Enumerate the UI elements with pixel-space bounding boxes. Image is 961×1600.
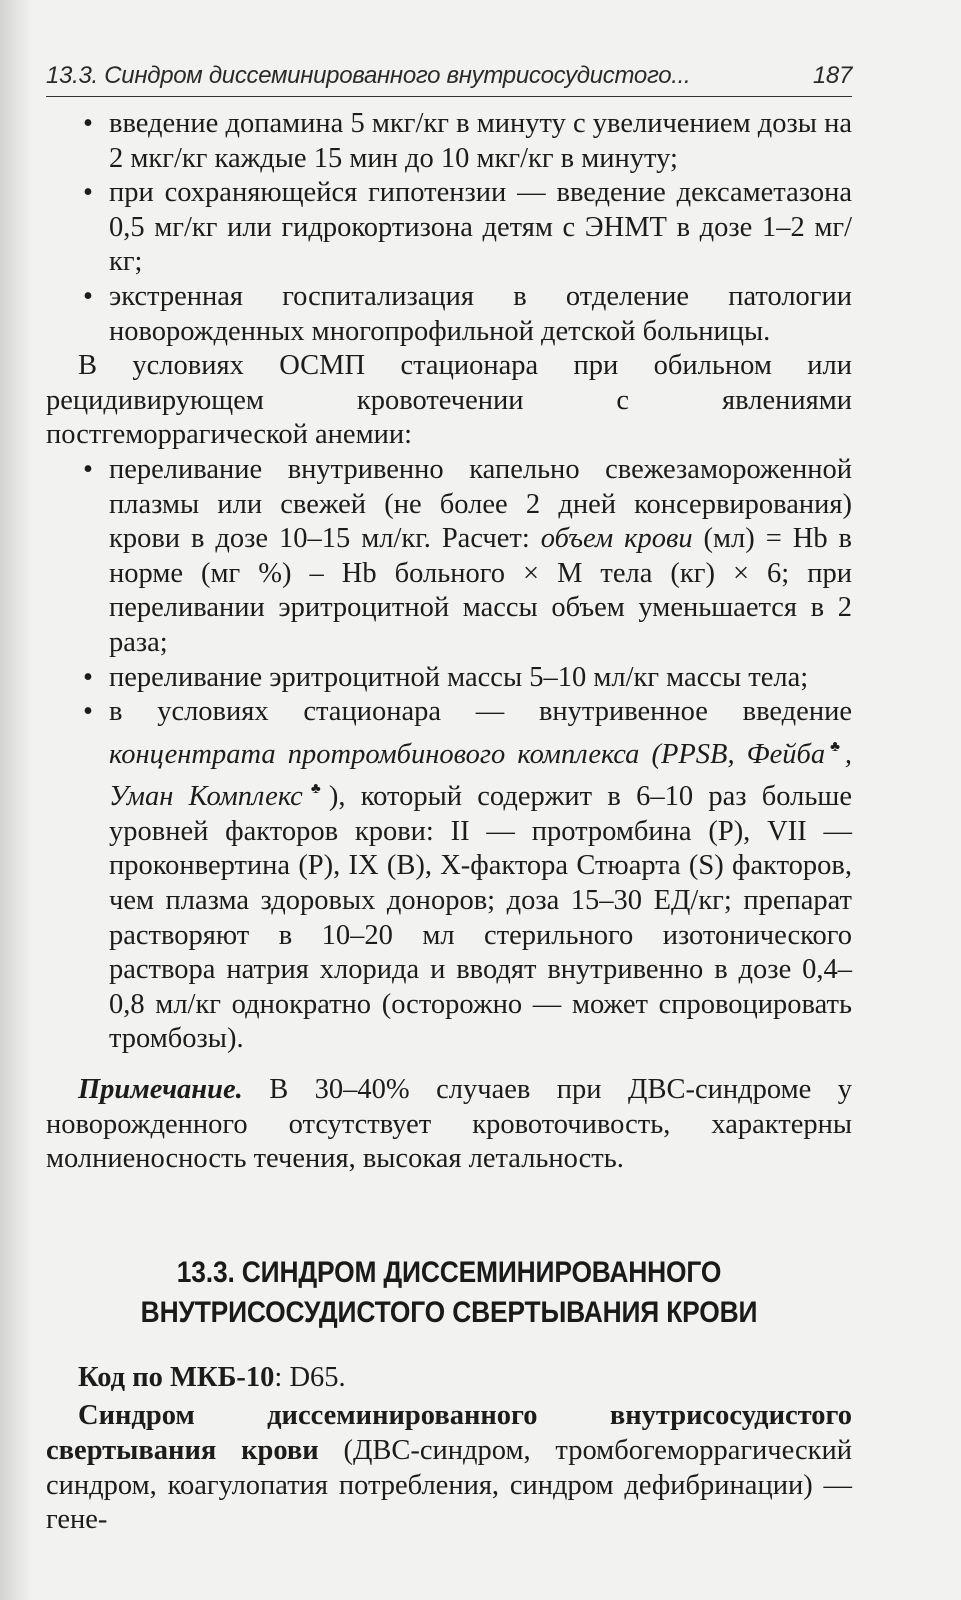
mkb-code <box>46 1361 852 1396</box>
trademark-mark: ♣ <box>302 781 329 798</box>
bullet-list-treatment <box>46 453 852 1057</box>
mkb-value: : D65. <box>274 1361 346 1393</box>
section-heading-line-2: ВНУТРИСОСУДИСТОГО СВЕРТЫВАНИЯ КРОВИ <box>140 1295 758 1329</box>
bullet-list-top <box>46 107 852 349</box>
trademark-mark: ♣ <box>825 738 845 755</box>
mkb-label: Код по МКБ-10 <box>78 1361 275 1393</box>
section-heading-line-1: 13.3. СИНДРОМ ДИССЕМИНИРОВАННОГО <box>176 1255 722 1289</box>
plasma-text-2: (мл) = Hb в норме (мг %) – Hb больного × М тела (кг) × 6; при переливании эритроцитной массы объем уменьшается в 2 раза; <box>109 523 853 658</box>
definition-text: (ДВС-синдром, тромбогеморрагический синдром, коагулопатия потребления, синдром дефибринации) — гене- <box>46 1435 852 1536</box>
plasma-formula-term: объем крови <box>540 523 693 555</box>
running-head-title: 13.3. Синдром диссеминированного внутрисосудистого... <box>46 62 691 89</box>
definition-term: Синдром диссеминированного внутрисосудистого свертывания крови <box>46 1400 852 1466</box>
definition-paragraph <box>46 1399 852 1537</box>
list-item: • введение допамина 5 мкг/кг в минуту с увеличением дозы на 2 мкг/кг каждые 15 мин до 10 мкг/кг в минуту; <box>109 107 852 176</box>
list-item: • при сохраняющейся гипотензии — введение дексаметазона 0,5 мг/кг или гидрокортизона детям с ЭНМТ в дозе 1–2 мг/кг; <box>109 176 852 280</box>
ppsb-italic-1: концентрата протромбинового комплекса (PPSB, Фейба <box>109 738 826 770</box>
list-item-erythro: • переливание эритроцитной массы 5–10 мл/кг массы тела; <box>109 661 852 696</box>
plasma-text-1: переливание внутривенно капельно свежезамороженной плазмы или свежей (не более 2 дней консервирования) крови в дозе 10–15 мл/кг. Расчет: <box>109 453 852 555</box>
list-item: • экстренная госпитализация в отделение патологии новорожденных многопрофильной детской больницы. <box>109 280 852 349</box>
running-head <box>46 62 852 97</box>
paragraph-osmp: В условиях ОСМП стационара при обильном или рецидивирующем кровотечении с явлениями постгеморрагической анемии: <box>46 350 852 451</box>
book-page <box>46 62 852 1538</box>
page-body <box>46 107 852 1538</box>
ppsb-text-1: в условиях стационара — внутривенное введение <box>109 696 852 728</box>
section-heading <box>94 1253 803 1333</box>
ppsb-italic-2: , Уман Комплекс <box>109 738 852 813</box>
ppsb-text-2: ), который содержит в 6–10 раз больше уровней факторов крови: II — протромбина (P), VII — проконвертина (P), IX (B), X-фактора Стюарта (S) факторов, чем плазма здоровых доноров; доза 15–30 ЕД/кг; препарат растворяют в 10–20 мл стерильного изотонического раствора натрия хлорида и вводят внутривенно в дозе 0,4–0,8 мл/кг однократно (осторожно — может спровоцировать тромбозы). <box>109 781 852 1055</box>
list-item-ppsb <box>109 695 852 1057</box>
list-item-plasma <box>109 453 852 661</box>
page-number: 187 <box>812 62 852 89</box>
book-spine-shadow <box>0 0 34 1600</box>
note-paragraph <box>46 1073 852 1177</box>
note-label: Примечание. <box>78 1074 243 1106</box>
note-text: В 30–40% случаев при ДВС-синдроме у новорожденного отсутствует кровоточивость, характерны молниеносность течения, высокая летальность. <box>46 1074 852 1175</box>
